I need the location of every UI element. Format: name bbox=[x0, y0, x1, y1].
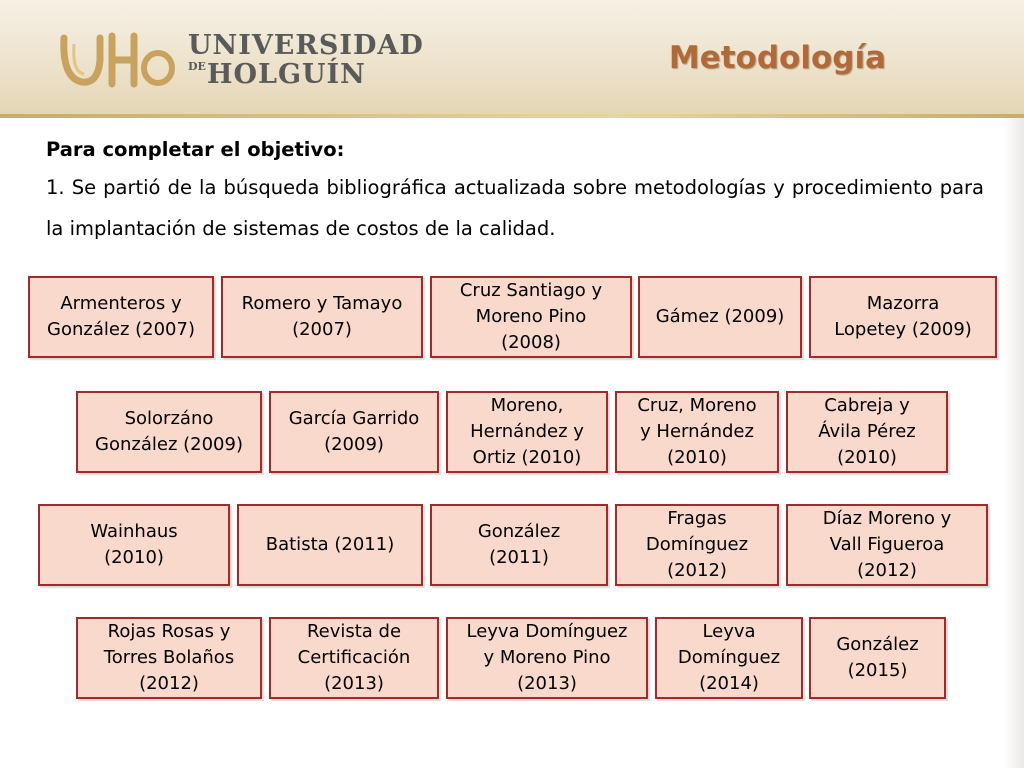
reference-text bbox=[104, 619, 234, 697]
reference-text bbox=[646, 506, 748, 584]
reference-line: Torres Bolaños bbox=[103, 647, 235, 668]
reference-box bbox=[615, 391, 779, 473]
reference-line: (2010) bbox=[667, 447, 727, 468]
reference-line: Domínguez bbox=[677, 647, 781, 668]
reference-line: Gámez (2009) bbox=[655, 306, 785, 327]
university-name-de: DE bbox=[188, 60, 206, 73]
reference-text bbox=[823, 506, 951, 584]
reference-box bbox=[809, 617, 946, 699]
reference-text bbox=[818, 393, 915, 471]
reference-line: González (2009) bbox=[95, 434, 243, 455]
reference-line: (2011) bbox=[489, 547, 549, 568]
reference-line: (2013) bbox=[324, 673, 384, 694]
reference-box bbox=[430, 276, 632, 358]
university-name-holguin: HOLGUÍN bbox=[206, 59, 366, 90]
reference-text bbox=[266, 532, 394, 558]
reference-box bbox=[655, 617, 803, 699]
reference-text bbox=[637, 393, 756, 471]
university-logo bbox=[60, 30, 424, 90]
reference-line: Lopetey (2009) bbox=[834, 319, 972, 340]
university-name bbox=[188, 32, 424, 88]
reference-line: Mazorra bbox=[866, 293, 940, 314]
reference-line: Cabreja y bbox=[824, 395, 910, 416]
slide-title: Metodología bbox=[668, 40, 886, 76]
reference-box bbox=[269, 617, 439, 699]
university-name-line1: UNIVERSIDAD bbox=[188, 30, 424, 61]
reference-line: Batista (2011) bbox=[265, 534, 395, 555]
reference-line: y Moreno Pino bbox=[483, 647, 611, 668]
university-name-line2 bbox=[188, 61, 424, 88]
reference-box bbox=[786, 391, 948, 473]
reference-line: Revista de bbox=[306, 621, 402, 642]
reference-line: (2012) bbox=[857, 560, 917, 581]
slide-content bbox=[46, 128, 984, 249]
reference-text bbox=[656, 304, 785, 330]
reference-line: Romero y Tamayo bbox=[241, 293, 403, 314]
reference-line: Leyva bbox=[702, 621, 756, 642]
reference-text bbox=[678, 619, 780, 697]
slide-header bbox=[0, 0, 1024, 118]
reference-line: (2008) bbox=[501, 332, 561, 353]
reference-line: Rojas Rosas y bbox=[107, 621, 231, 642]
reference-line: Solorzáno bbox=[124, 408, 214, 429]
reference-box bbox=[446, 391, 608, 473]
content-paragraph: 1. Se partió de la búsqueda bibliográfica actualizada sobre metodologías y procedimiento para la implantación de sistemas de costos de la calidad. bbox=[46, 176, 984, 240]
reference-box bbox=[446, 617, 648, 699]
reference-box bbox=[76, 391, 262, 473]
reference-line: González bbox=[477, 521, 561, 542]
reference-line: Cruz Santiago y bbox=[459, 280, 603, 301]
reference-text bbox=[460, 278, 602, 356]
reference-line: Díaz Moreno y bbox=[822, 508, 952, 529]
reference-text bbox=[470, 393, 584, 471]
reference-line: Ávila Pérez bbox=[818, 421, 916, 442]
reference-box bbox=[76, 617, 262, 699]
reference-line: (2009) bbox=[324, 434, 384, 455]
reference-text bbox=[298, 619, 411, 697]
reference-box bbox=[28, 276, 214, 358]
reference-text bbox=[47, 291, 195, 343]
reference-text bbox=[466, 619, 627, 697]
reference-line: García Garrido bbox=[288, 408, 420, 429]
reference-line: Armenteros y bbox=[60, 293, 182, 314]
reference-box bbox=[38, 504, 230, 586]
reference-box bbox=[638, 276, 802, 358]
reference-text bbox=[90, 519, 177, 571]
reference-line: Cruz, Moreno bbox=[637, 395, 757, 416]
reference-box bbox=[786, 504, 988, 586]
reference-text bbox=[836, 632, 918, 684]
reference-box bbox=[809, 276, 997, 358]
reference-text bbox=[95, 406, 243, 458]
uho-emblem-icon bbox=[60, 30, 180, 90]
reference-line: (2010) bbox=[837, 447, 897, 468]
reference-line: Certificación bbox=[297, 647, 411, 668]
reference-line: (2015) bbox=[847, 660, 908, 681]
reference-line: González bbox=[836, 634, 919, 655]
reference-line: Moreno Pino bbox=[475, 306, 587, 327]
reference-line: (2012) bbox=[139, 673, 199, 694]
reference-box bbox=[269, 391, 439, 473]
reference-text bbox=[834, 291, 972, 343]
reference-text bbox=[289, 406, 420, 458]
reference-line: Wainhaus bbox=[90, 521, 178, 542]
reference-line: (2007) bbox=[292, 319, 352, 340]
reference-line: Ortiz (2010) bbox=[472, 447, 582, 468]
reference-line: (2014) bbox=[699, 673, 759, 694]
reference-line: Domínguez bbox=[645, 534, 749, 555]
reference-line: González (2007) bbox=[47, 319, 195, 340]
content-heading: Para completar el objetivo: bbox=[46, 138, 345, 161]
reference-box bbox=[615, 504, 779, 586]
reference-line: Hernández y bbox=[470, 421, 584, 442]
reference-line: (2012) bbox=[667, 560, 727, 581]
reference-line: Fragas bbox=[667, 508, 727, 529]
right-edge-shadow bbox=[1004, 118, 1024, 768]
reference-line: y Hernández bbox=[640, 421, 754, 442]
reference-line: Moreno, bbox=[490, 395, 564, 416]
reference-line: Vall Figueroa bbox=[829, 534, 945, 555]
reference-line: (2010) bbox=[104, 547, 164, 568]
reference-text bbox=[242, 291, 403, 343]
reference-box bbox=[430, 504, 608, 586]
reference-line: Leyva Domínguez bbox=[466, 621, 628, 642]
reference-box bbox=[221, 276, 423, 358]
reference-text bbox=[478, 519, 560, 571]
reference-line: (2013) bbox=[517, 673, 577, 694]
reference-box bbox=[237, 504, 423, 586]
